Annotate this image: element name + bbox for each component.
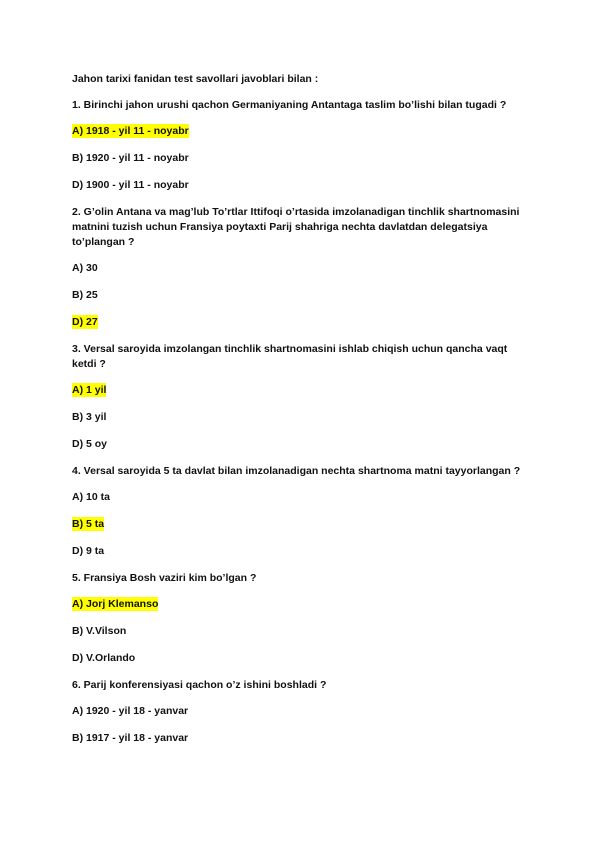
answer-option xyxy=(72,315,532,329)
option-text: B) 25 xyxy=(72,289,98,301)
question-text: 1. Birinchi jahon urushi qachon Germaniyaning Antantaga taslim bo’lishi bilan tugadi ? xyxy=(72,99,507,111)
answer-option xyxy=(72,624,532,638)
answer-option xyxy=(72,151,532,165)
answer-option xyxy=(72,651,532,665)
answer-option xyxy=(72,490,532,504)
option-text: B) 3 yil xyxy=(72,411,107,423)
answer-option xyxy=(72,731,532,745)
question-block-2 xyxy=(72,205,532,329)
answer-option xyxy=(72,261,532,275)
question-text: 6. Parij konferensiyasi qachon o’z ishini boshladi ? xyxy=(72,679,327,691)
option-text: B) V.Vilson xyxy=(72,625,127,637)
answer-option xyxy=(72,704,532,718)
answer-option xyxy=(72,597,532,611)
option-text: B) 1917 - yil 18 - yanvar xyxy=(72,732,189,744)
answer-option xyxy=(72,437,532,451)
option-text: A) 30 xyxy=(72,262,98,274)
question-block-6 xyxy=(72,678,532,745)
question-text: 4. Versal saroyida 5 ta davlat bilan imzolanadigan nechta shartnoma matni tayyorlangan ? xyxy=(72,465,521,477)
question-text: 3. Versal saroyida imzolangan tinchlik shartnomasini ishlab chiqish uchun qancha vaqt ketdi ? xyxy=(72,343,508,370)
document-title: Jahon tarixi fanidan test savollari javoblari bilan : xyxy=(72,73,319,85)
option-text: B) 5 ta xyxy=(72,518,105,530)
option-text: D) 9 ta xyxy=(72,545,105,557)
question-block-3 xyxy=(72,342,532,451)
answer-option xyxy=(72,124,532,138)
option-text: A) 10 ta xyxy=(72,491,110,503)
option-text: A) 1918 - yil 11 - noyabr xyxy=(72,125,189,137)
answer-option xyxy=(72,544,532,558)
answer-option xyxy=(72,383,532,397)
option-text: D) V.Orlando xyxy=(72,652,136,664)
question-block-4 xyxy=(72,464,532,558)
option-text: A) Jorj Klemanso xyxy=(72,598,159,610)
question-text: 5. Fransiya Bosh vaziri kim bo’lgan ? xyxy=(72,572,257,584)
option-text: D) 27 xyxy=(72,316,98,328)
option-text: A) 1 yil xyxy=(72,384,107,396)
answer-option xyxy=(72,178,532,192)
option-text: A) 1920 - yil 18 - yanvar xyxy=(72,705,189,717)
option-text: B) 1920 - yil 11 - noyabr xyxy=(72,152,189,164)
question-text: 2. G’olin Antana va mag’lub To’rtlar Ittifoqi o’rtasida imzolanadigan tinchlik shartnomasini matnini tuzish uchun Fransiya poytaxti Parij shahriga nechta davlatdan delegatsiya to’plangan ? xyxy=(72,206,520,248)
answer-option xyxy=(72,517,532,531)
document-page xyxy=(72,72,532,758)
question-block-1 xyxy=(72,98,532,192)
question-block-5 xyxy=(72,571,532,665)
option-text: D) 1900 - yil 11 - noyabr xyxy=(72,179,189,191)
answer-option xyxy=(72,288,532,302)
answer-option xyxy=(72,410,532,424)
option-text: D) 5 oy xyxy=(72,438,108,450)
